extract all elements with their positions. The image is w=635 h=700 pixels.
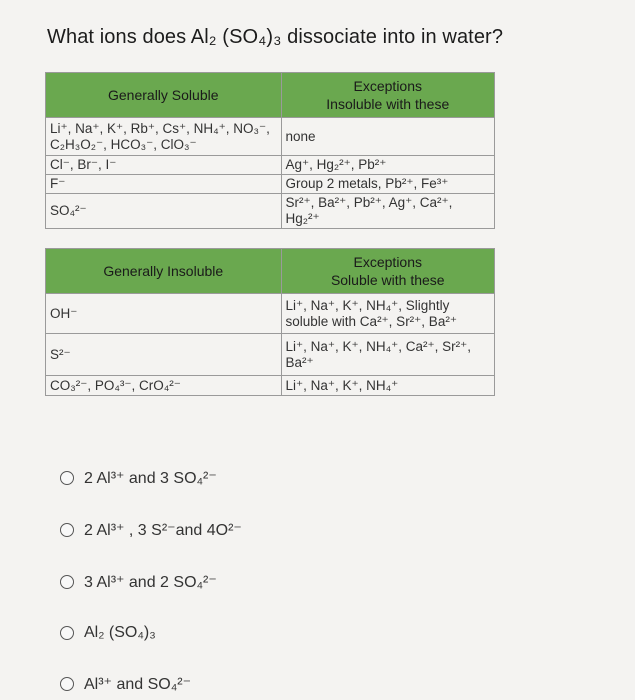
header-soluble-with-label: Soluble with these [330, 272, 445, 288]
table-cell: Sr²⁺, Ba²⁺, Pb²⁺, Ag⁺, Ca²⁺, Hg₂²⁺ [281, 194, 494, 229]
table-cell: SO₄²⁻ [46, 194, 282, 229]
radio-button[interactable] [60, 523, 74, 537]
header-exceptions-label: Exceptions [353, 78, 422, 94]
solubility-table-soluble [45, 72, 495, 229]
table-row [46, 118, 495, 156]
question-text: What ions does Al₂ (SO₄)₃ dissociate into in water? [47, 26, 504, 48]
solubility-table-insoluble [45, 248, 495, 396]
answer-option-5[interactable] [60, 674, 191, 694]
table-cell: OH⁻ [46, 294, 282, 334]
answer-option-1[interactable] [60, 468, 217, 488]
answer-option-label: 2 Al³⁺ and 3 SO₄²⁻ [84, 470, 217, 487]
header-exceptions-soluble [281, 249, 494, 294]
header-insoluble-with-label: Insoluble with these [326, 96, 450, 112]
answer-option-label: 3 Al³⁺ and 2 SO₄²⁻ [84, 574, 217, 591]
answer-option-label: Al³⁺ and SO₄²⁻ [84, 676, 192, 693]
table-row [46, 334, 495, 376]
table-cell: none [281, 118, 494, 156]
table-cell: Li⁺, Na⁺, K⁺, NH₄⁺, Ca²⁺, Sr²⁺, Ba²⁺ [281, 334, 494, 376]
table-cell: Ag⁺, Hg₂²⁺, Pb²⁺ [281, 156, 494, 175]
table-row [46, 376, 495, 396]
radio-button[interactable] [60, 626, 74, 640]
radio-button[interactable] [60, 677, 74, 691]
table-cell: Li⁺, Na⁺, K⁺, NH₄⁺, Slightly soluble with Ca²⁺, Sr²⁺, Ba²⁺ [281, 294, 494, 334]
header-generally-insoluble: Generally Insoluble [46, 249, 282, 294]
table-row [46, 194, 495, 229]
header-exceptions-label: Exceptions [353, 254, 422, 270]
table-cell: Group 2 metals, Pb²⁺, Fe³⁺ [281, 175, 494, 194]
radio-button[interactable] [60, 575, 74, 589]
table-row [46, 156, 495, 175]
table-row [46, 175, 495, 194]
header-generally-soluble: Generally Soluble [46, 73, 282, 118]
answer-option-2[interactable] [60, 520, 242, 540]
table-row [46, 294, 495, 334]
answer-option-label: 2 Al³⁺ , 3 S²⁻and 4O²⁻ [84, 522, 242, 539]
table-cell: F⁻ [46, 175, 282, 194]
table-cell: S²⁻ [46, 334, 282, 376]
answer-option-label: Al₂ (SO₄)₃ [84, 624, 156, 641]
radio-button[interactable] [60, 471, 74, 485]
answer-option-3[interactable] [60, 572, 217, 592]
answer-option-4[interactable] [60, 624, 156, 642]
table-cell: Cl⁻, Br⁻, I⁻ [46, 156, 282, 175]
table-cell: Li⁺, Na⁺, K⁺, NH₄⁺ [281, 376, 494, 396]
header-exceptions-insoluble [281, 73, 494, 118]
table-cell: Li⁺, Na⁺, K⁺, Rb⁺, Cs⁺, NH₄⁺, NO₃⁻, C₂H₃O₂⁻, HCO₃⁻, ClO₃⁻ [46, 118, 282, 156]
table-cell: CO₃²⁻, PO₄³⁻, CrO₄²⁻ [46, 376, 282, 396]
